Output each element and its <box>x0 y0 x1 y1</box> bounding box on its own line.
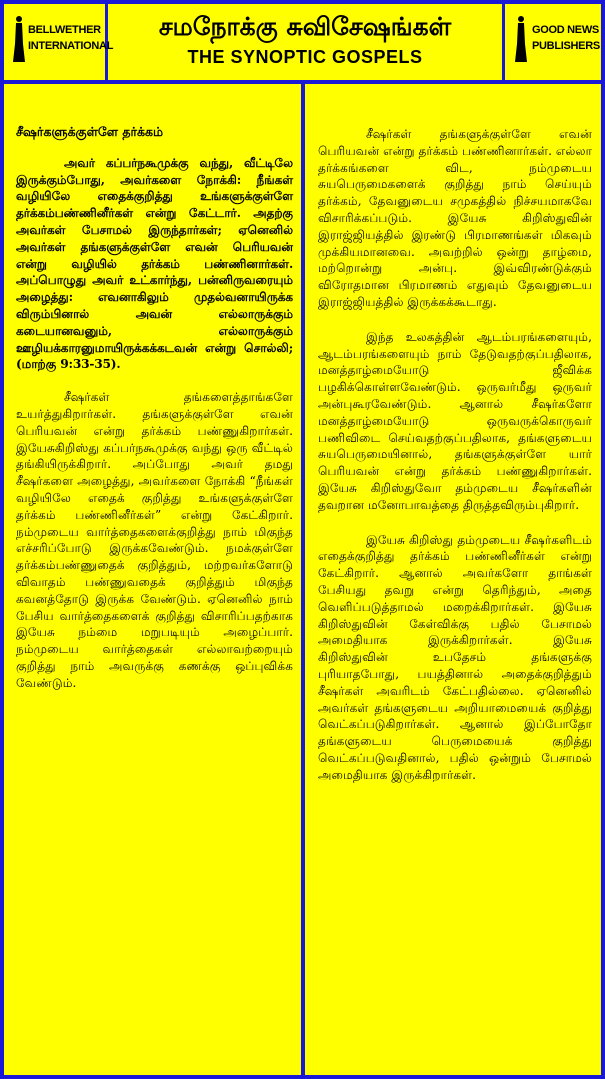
left-publisher-line1: BELLWETHER <box>28 24 101 36</box>
right-publisher-line2: PUBLISHERS <box>532 40 600 52</box>
left-column <box>4 84 301 1075</box>
title-block <box>108 4 502 80</box>
right-publisher-line1: GOOD NEWS <box>532 24 599 36</box>
page-title-english: THE SYNOPTIC GOSPELS <box>187 47 423 67</box>
left-publisher-logo <box>4 4 114 80</box>
right-publisher-logo <box>502 4 601 80</box>
right-paragraph-1: சீஷர்கள் தங்களுக்குள்ளே எவன் பெரியவன் என்று தர்க்கம் பண்ணினார்கள். எல்லா தர்க்கங்களை விட, நம்முடைய சுயபெருமைகளைக் குறித்து நாம் செய்யும் தர்க்கம், தேவனுடைய சமுகத்தில் நிச்சயமாகவே விசாரிக்கப்படும். இயேசு கிறிஸ்துவின் இராஜ்ஜியத்தில் இரண்டு பிரமாணங்கள் மிகவும் முக்கியமானவை. அவற்றில் ஒன்று தாழ்மை, மற்றொன்று அன்பு. இவ்விரண்டுக்கும் விரோதமான பிரமாணம் எதுவும் தேவனுடைய இராஜ்ஜியத்தில் இருக்கக்கூடாது. <box>318 127 593 309</box>
bellwether-figure-icon <box>12 14 26 64</box>
left-publisher-line2: INTERNATIONAL <box>28 40 114 52</box>
header <box>4 4 601 80</box>
right-paragraph-2: இந்த உலகத்தின் ஆடம்பரங்களையும், ஆடம்பரங்களையும் நாம் தேடுவதற்குப்பதிலாக, மனத்தாழ்மையோடு ஜீவிக்க பழகிக்கொள்ளவேண்டும். ஒருவர்மீது ஒருவர் அன்புகூரவேண்டும். ஆனால் சீஷர்களோ மனத்தாழ்மையோடு ஒருவருக்கொருவர் பணிவிடை செய்வதற்குப்பதிலாக, தங்களுடைய சுயபெருமையினால், தங்களுக்குள்ளே யார் பெரியவன் என்று தர்க்கம் பண்ணுகிறார்கள். இயேசு கிறிஸ்துவோ தம்முடைய சீஷர்களின் தவறான மனோபாவத்தை திருத்தவிரும்புகிறார். <box>318 329 592 512</box>
left-paragraph-1: சீஷர்கள் தங்களைத்தாங்களே உயர்த்துகிறார்கள். தங்களுக்குள்ளே எவன் பெரியவன் என்று தர்க்கம் பண்ணுகிறார்கள். இயேசுகிறிஸ்து கப்பர்நகூமுக்கு வந்து ஒரு வீட்டில் தங்கியிருக்கிறார். அப்போது அவர் தமது சீஷர்களை அழைத்து, அவர்களை நோக்கி “நீங்கள் வழியிலே எதைக் குறித்து உங்களுக்குள்ளே தர்க்கம் பண்ணினீர்கள்” என்று கேட்கிறார். நம்முடைய வார்த்தைகளைக்குறித்து நாம் மிகுந்த எச்சரிப்போடு இருக்கவேண்டும். நமக்குள்ளே தர்க்கம்பண்ணுதைக் குறித்தும், மற்றவர்களோடு விவாதம் பண்ணுவதைக் குறித்தும் மிகுந்த கவனத்தோடு இருக்க வேண்டும். ஏனெனில் நாம் பேசிய வார்த்தைகளைக் குறித்து விசாரிப்பதற்காக இயேசு நம்மை மறுபடியும் அழைப்பார். நம்முடைய வார்த்தைகள் எல்லாவற்றையும் குறித்து நாம் அவருக்கு கணக்கு ஒப்புவிக்க வேண்டும். <box>16 390 293 690</box>
scripture-quote: அவர் கப்பர்நகூமுக்கு வந்து, வீட்டிலே இருக்கும்போது, அவர்களை நோக்கி: நீங்கள் வழியிலே எதைக்குறித்து உங்களுக்குள்ளே தர்க்கம்பண்ணினீர்கள் என்று கேட்டார். அதற்கு அவர்கள் பேசாமல் இருந்தார்கள்; ஏனெனில் அவர்கள் தங்களுக்குள்ளே எவன் பெரியவன் என்று வழியில் தர்க்கம் பண்ணினார்கள். அப்பொழுது அவர் உட்கார்ந்து, பன்னிருவரையும் அழைத்து: எவனாகிலும் முதல்வனாயிருக்க விரும்பினால் அவன் எல்லாருக்கும் கடையானவனும், எல்லாருக்கும் ஊழியக்காரனுமாயிருக்கக்கடவன் என்று சொல்லி; (மாற்கு 9:33-35). <box>16 155 293 372</box>
good-news-figure-icon <box>514 14 528 64</box>
right-column <box>305 84 601 1075</box>
page-frame <box>2 2 603 1077</box>
right-paragraph-3: இயேசு கிறிஸ்து தம்முடைய சீஷர்களிடம் எதைக்குறித்து தர்க்கம் பண்ணினீர்கள் என்று கேட்கிறார். ஆனால் அவர்களோ தாங்கள் பேசியது தவறு என்று தெரிந்தும், அதை வெளிப்படுத்தாமல் மறைக்கிறார்கள். இயேசு கிறிஸ்துவின் கேள்விக்கு பதில் பேசாமல் அமைதியாக இருக்கிறார்கள். இயேசு கிறிஸ்துவின் உபதேசம் தங்களுக்கு புரியாதபோது, பயத்தினால் அதைக்குறித்தும் சீஷர்கள் அவரிடம் கேட்பதில்லை. ஏனெனில் அவர்கள் தங்களுடைய அறியாமையைக் குறித்து வெட்கப்படுகிறார்கள். ஆனால் இப்போதோ தங்களுடைய பெருமையைக் குறித்து வெட்கப்படுவதினால், பதில் ஒன்றும் பேசாமல் அமைதியாக இருக்கிறார்கள். <box>318 532 592 782</box>
page-title-tamil: சமநோக்கு சுவிசேஷங்கள் <box>158 12 452 41</box>
section-title: சீஷர்களுக்குள்ளே தர்க்கம் <box>16 124 164 139</box>
